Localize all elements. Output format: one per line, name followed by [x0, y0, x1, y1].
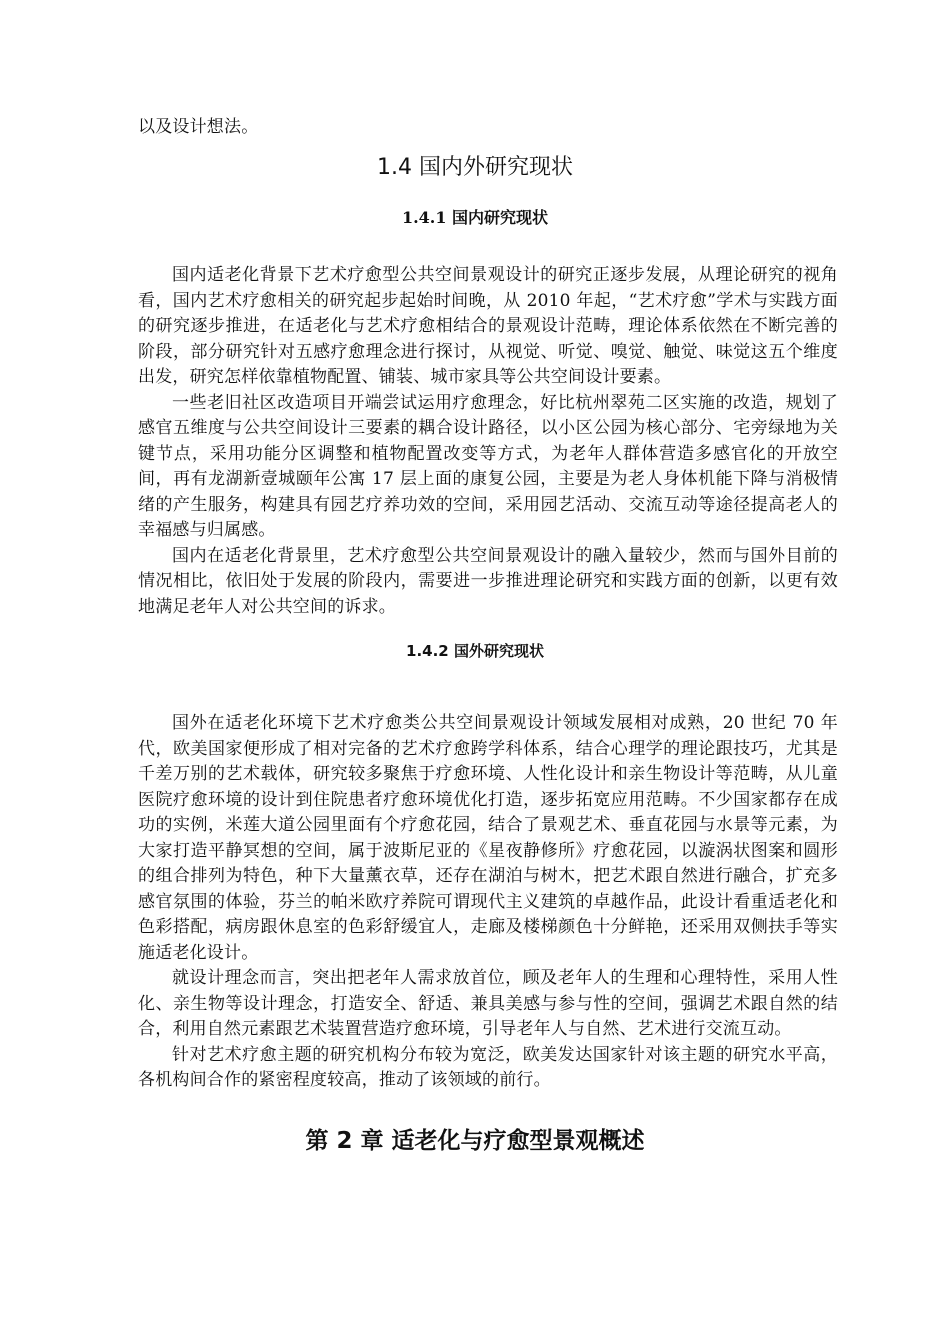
chapter-heading-2: 第 2 章 适老化与疗愈型景观概述 [305, 1128, 645, 1154]
intro-tail-block [138, 115, 838, 141]
section-1-4-1-body [138, 263, 838, 620]
body-paragraph: 就设计理念而言，突出把老年人需求放首位，顾及老年人的生理和心理特性，采用人性化、亲生物等设计理念，打造安全、舒适、兼具美感与参与性的空间，强调艺术跟自然的结合，利用自然元素跟艺术装置营造疗愈环境，引导老年人与自然、艺术进行交流互动。 [138, 968, 838, 1039]
section-heading-1-4: 1.4 国内外研究现状 [377, 155, 573, 180]
body-paragraph: 国内在适老化背景里，艺术疗愈型公共空间景观设计的融入量较少，然而与国外目前的情况相比，依旧处于发展的阶段内，需要进一步推进理论研究和实践方面的创新，以更有效地满足老年人对公共空间的诉求。 [138, 545, 838, 617]
intro-tail-paragraph: 以及设计想法。 [138, 117, 259, 137]
subsection-heading-1-4-2: 1.4.2 国外研究现状 [406, 642, 544, 660]
body-paragraph: 国内适老化背景下艺术疗愈型公共空间景观设计的研究正逐步发展，从理论研究的视角看，国内艺术疗愈相关的研究起步起始时间晚，从 2010 年起，“艺术疗愈”学术与实践方面的研究逐步推进，在适老化与艺术疗愈相结合的景观设计范畴，理论体系依然在不断完善的阶段，部分研究针对五感疗愈理念进行探讨，从视觉、听觉、嗅觉、触觉、味觉这五个维度出发，研究怎样依靠植物配置、铺装、城市家具等公共空间设计要素。 [138, 265, 838, 387]
body-paragraph: 国外在适老化环境下艺术疗愈类公共空间景观设计领域发展相对成熟，20 世纪 70 年代，欧美国家便形成了相对完备的艺术疗愈跨学科体系，结合心理学的理论跟技巧，尤其是千差万别的艺术载体，研究较多聚焦于疗愈环境、人性化设计和亲生物设计等范畴，从儿童医院疗愈环境的设计到住院患者疗愈环境优化打造，逐步拓宽应用范畴。不少国家都存在成功的实例，米莲大道公园里面有个疗愈花园，结合了景观艺术、垂直花园与水景等元素，为大家打造平静冥想的空间，属于波斯尼亚的《星夜静修所》疗愈花园，以漩涡状图案和圆形的组合排列为特色，种下大量薰衣草，还存在湖泊与树木，把艺术跟自然进行融合，扩充多感官氛围的体验，芬兰的帕米欧疗养院可谓现代主义建筑的卓越作品，此设计看重适老化和色彩搭配，病房跟休息室的色彩舒缓宜人，走廊及楼梯颜色十分鲜艳，还采用双侧扶手等实施适老化设计。 [138, 713, 838, 963]
body-paragraph: 一些老旧社区改造项目开端尝试运用疗愈理念，好比杭州翠苑二区实施的改造，规划了感官五维度与公共空间设计三要素的耦合设计路径，以小区公园为核心部分、宅旁绿地为关键节点，采用功能分区调整和植物配置改变等方式，为老年人群体营造多感官化的开放空间，再有龙湖新壹城颐年公寓 17 层上面的康复公园，主要是为老人身体机能下降与消极情绪的产生服务，构建具有园艺疗养功效的空间，采用园艺活动、交流互动等途径提高老人的幸福感与归属感。 [138, 392, 838, 540]
body-paragraph: 针对艺术疗愈主题的研究机构分布较为宽泛，欧美发达国家针对该主题的研究水平高，各机构间合作的紧密程度较高，推动了该领域的前行。 [138, 1044, 838, 1090]
subsection-heading-1-4-1: 1.4.1 国内研究现状 [401, 208, 549, 227]
section-1-4-2-body [138, 711, 838, 1094]
